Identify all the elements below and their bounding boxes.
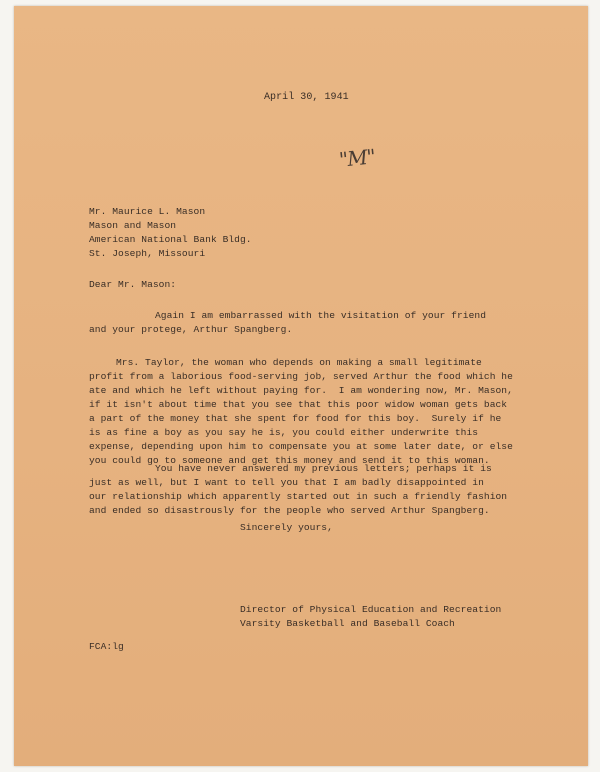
salutation: Dear Mr. Mason: [89, 279, 177, 290]
handwritten-mark: "M" [337, 144, 377, 172]
recipient-firm: Mason and Mason [89, 220, 177, 231]
paragraph2-line: is as fine a boy as you say he is, you could either underwrite this [89, 427, 479, 438]
paragraph2-line: profit from a laborious food-serving job, served Arthur the food which he [89, 371, 513, 382]
paragraph3-line: and ended so disastrously for the people who served Arthur Spangberg. [89, 505, 490, 516]
paragraph1-line: and your protege, Arthur Spangberg. [89, 324, 293, 335]
paragraph2-line: you could go to someone and get this money and send it to this woman. [89, 455, 490, 466]
reference-initials: FCA:lg [89, 641, 124, 652]
recipient-city: St. Joseph, Missouri [89, 248, 206, 259]
signature-role: Varsity Basketball and Baseball Coach [240, 618, 455, 629]
closing: Sincerely yours, [240, 522, 333, 533]
signature-title: Director of Physical Education and Recreation [240, 604, 502, 615]
paragraph3-line: our relationship which apparently started out in such a friendly fashion [89, 491, 508, 502]
paragraph1-line: Again I am embarrassed with the visitation of your friend [155, 310, 487, 321]
paragraph2-line: a part of the money that she spent for food for this boy. Surely if he [89, 413, 502, 424]
paragraph2-line: ate and which he left without paying for. I am wondering now, Mr. Mason, [89, 385, 513, 396]
paragraph3-line: You have never answered my previous letters; perhaps it is [155, 463, 492, 474]
paragraph2-line: expense, depending upon him to compensate you at some later date, or else [89, 441, 513, 452]
recipient-name: Mr. Maurice L. Mason [89, 206, 206, 217]
letter-date: April 30, 1941 [264, 92, 349, 103]
paragraph2-line: if it isn't about time that you see that this poor widow woman gets back [89, 399, 508, 410]
paragraph3-line: just as well, but I want to tell you that I am badly disappointed in [89, 477, 484, 488]
letter-page [14, 6, 588, 766]
paragraph2-line: Mrs. Taylor, the woman who depends on making a small legitimate [116, 357, 482, 368]
recipient-building: American National Bank Bldg. [89, 234, 252, 245]
